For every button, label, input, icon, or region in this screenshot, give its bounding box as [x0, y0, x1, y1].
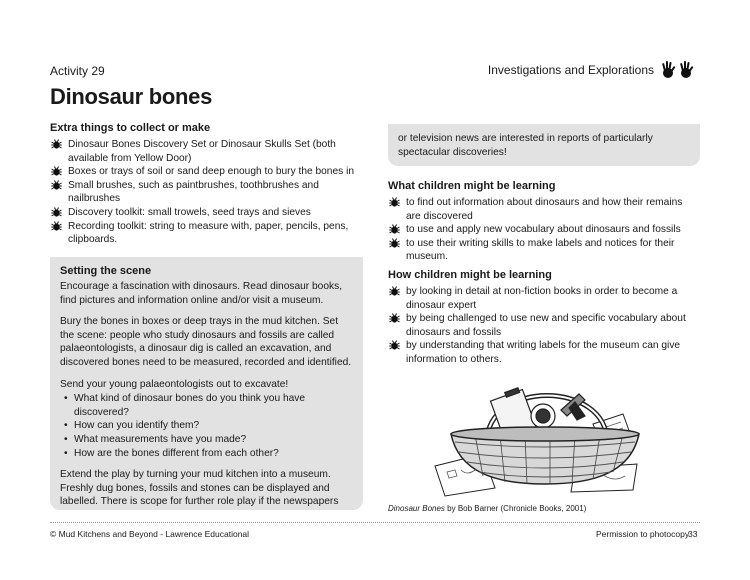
- bug-bullet-icon: [389, 197, 400, 213]
- bug-bullet-icon: [51, 221, 62, 237]
- learning-how-section: [388, 269, 698, 367]
- learning-how-list: [388, 285, 698, 367]
- image-caption: [388, 504, 586, 513]
- activity-number: Activity 29: [50, 64, 105, 78]
- caption-rest: by Bob Barner (Chronicle Books, 2001): [444, 504, 587, 513]
- list-item: by being challenged to use new and specific vocabulary about dinosaurs and fossils: [388, 312, 698, 339]
- scene-paragraph: Extend the play by turning your mud kitchen into a museum. Freshly dug bones, fossils and stones can be displayed and labelled. There is scope for further role play if the newspapers: [60, 469, 339, 508]
- bug-bullet-icon: [389, 286, 400, 302]
- section-header: [488, 60, 696, 80]
- collect-section: [50, 122, 362, 247]
- footer-permission: Permission to photocopy: [596, 529, 690, 539]
- footer-copyright: © Mud Kitchens and Beyond - Lawrence Educational: [50, 529, 250, 539]
- question-list: [60, 392, 353, 460]
- learning-what-list: [388, 196, 698, 264]
- footer-divider: [50, 522, 700, 523]
- bug-bullet-icon: [389, 313, 400, 329]
- learning-how-heading: How children might be learning: [388, 269, 552, 281]
- scene-heading: Setting the scene: [60, 265, 152, 277]
- basket-illustration: [425, 372, 660, 503]
- list-item: Discovery toolkit: small trowels, seed trays and sieves: [50, 206, 362, 220]
- scene-paragraph: Encourage a fascination with dinosaurs. Read dinosaur books, find pictures and information online and/or visit a museum.: [60, 281, 343, 306]
- bug-bullet-icon: [51, 139, 62, 155]
- hands-icon: [660, 60, 696, 80]
- list-item: to find out information about dinosaurs and how their remains are discovered: [388, 196, 698, 223]
- scene-paragraph: Bury the bones in boxes or deep trays in the mud kitchen. Set the scene: people who study dinosaurs and fossils are called palaeontologists, a dinosaur dig is called an excavation, and discovered bones need to be measured, recorded and identified.: [60, 316, 352, 368]
- list-item: • How are the bones different from each other?: [60, 447, 353, 461]
- list-item: • What kind of dinosaur bones do you think you have discovered?: [60, 392, 353, 419]
- scene-continued-box: [388, 124, 700, 166]
- bug-bullet-icon: [389, 340, 400, 356]
- collect-heading: Extra things to collect or make: [50, 122, 211, 134]
- collect-list: [50, 138, 362, 247]
- list-item: to use their writing skills to make labels and notices for their museum.: [388, 237, 698, 264]
- list-item: by looking in detail at non-fiction books in order to become a dinosaur expert: [388, 285, 698, 312]
- list-item: Dinosaur Bones Discovery Set or Dinosaur Skulls Set (both available from Yellow Door): [50, 138, 362, 165]
- caption-book-title: Dinosaur Bones: [388, 504, 445, 513]
- list-item: Recording toolkit: string to measure with, paper, pencils, pens, clipboards.: [50, 220, 362, 247]
- bug-bullet-icon: [51, 180, 62, 196]
- list-item: Boxes or trays of soil or sand deep enough to bury the bones in: [50, 165, 362, 179]
- bug-bullet-icon: [389, 238, 400, 254]
- learning-what-section: [388, 180, 698, 264]
- page-title: Dinosaur bones: [50, 84, 213, 109]
- list-item: • What measurements have you made?: [60, 433, 353, 447]
- setting-the-scene-box: [50, 257, 363, 510]
- list-item: by understanding that writing labels for the museum can give information to others.: [388, 339, 698, 366]
- list-item: Small brushes, such as paintbrushes, toothbrushes and nailbrushes: [50, 179, 362, 206]
- page-number: 33: [688, 529, 698, 539]
- learning-what-heading: What children might be learning: [388, 180, 556, 192]
- scene-paragraph: Send your young palaeontologists out to excavate!: [60, 378, 289, 390]
- section-title: Investigations and Explorations: [487, 63, 654, 77]
- list-item: • How can you identify them?: [60, 419, 353, 433]
- scene-continued-text: or television news are interested in reports of particularly spectacular discoveries!: [398, 133, 653, 158]
- list-item: to use and apply new vocabulary about dinosaurs and fossils: [388, 223, 698, 237]
